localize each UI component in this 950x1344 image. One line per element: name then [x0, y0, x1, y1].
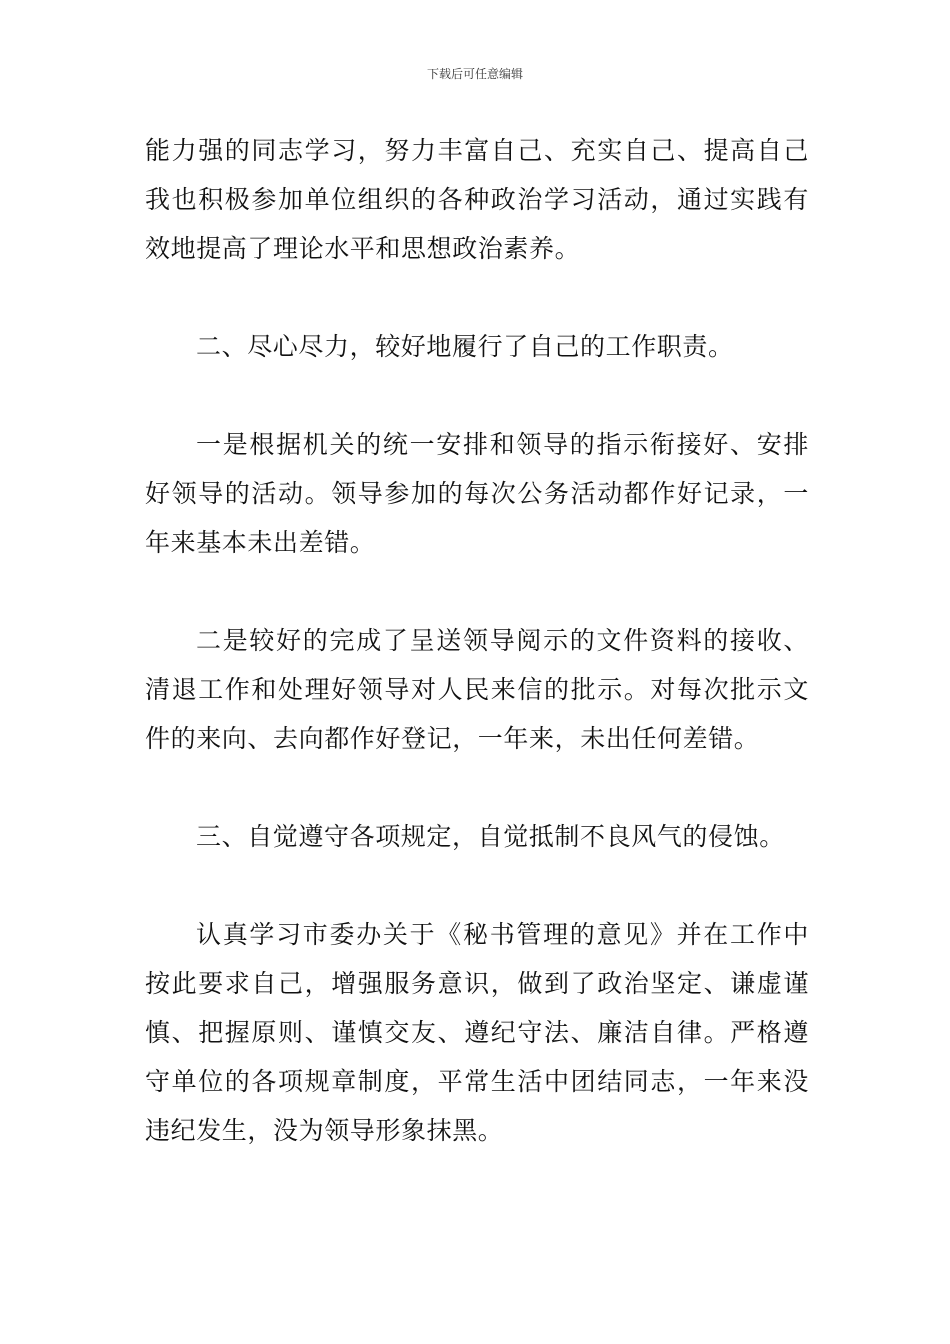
- paragraph-gap: [145, 861, 809, 910]
- paragraph-gap: [145, 273, 809, 322]
- document-body: [145, 126, 809, 1155]
- paragraph-gap: [145, 371, 809, 420]
- paragraph-4: 二是较好的完成了呈送领导阅示的文件资料的接收、清退工作和处理好领导对人民来信的批示。对每次批示文件的来向、去向都作好登记，一年来，未出任何差错。: [145, 626, 809, 753]
- section-heading-2: 二、尽心尽力，较好地履行了自己的工作职责。: [196, 332, 734, 361]
- paragraph-gap: [145, 763, 809, 812]
- paragraph-gap: [145, 567, 809, 616]
- paragraph-1: 能力强的同志学习，努力丰富自己、充实自己、提高自己我也积极参加单位组织的各种政治学习活动，通过实践有效地提高了理论水平和思想政治素养。: [145, 136, 809, 263]
- paragraph-6: 认真学习市委办关于《秘书管理的意见》并在工作中按此要求自己，增强服务意识，做到了政治坚定、谦虚谨慎、把握原则、谨慎交友、遵纪守法、廉洁自律。严格遵守单位的各项规章制度，平常生活中团结同志，一年来没违纪发生，没为领导形象抹黑。: [145, 920, 809, 1145]
- paragraph-3: 一是根据机关的统一安排和领导的指示衔接好、安排好领导的活动。领导参加的每次公务活动都作好记录，一年来基本未出差错。: [145, 430, 809, 557]
- section-heading-3: 三、自觉遵守各项规定，自觉抵制不良风气的侵蚀。: [196, 822, 785, 851]
- header-note: 下载后可任意编辑: [426, 67, 523, 81]
